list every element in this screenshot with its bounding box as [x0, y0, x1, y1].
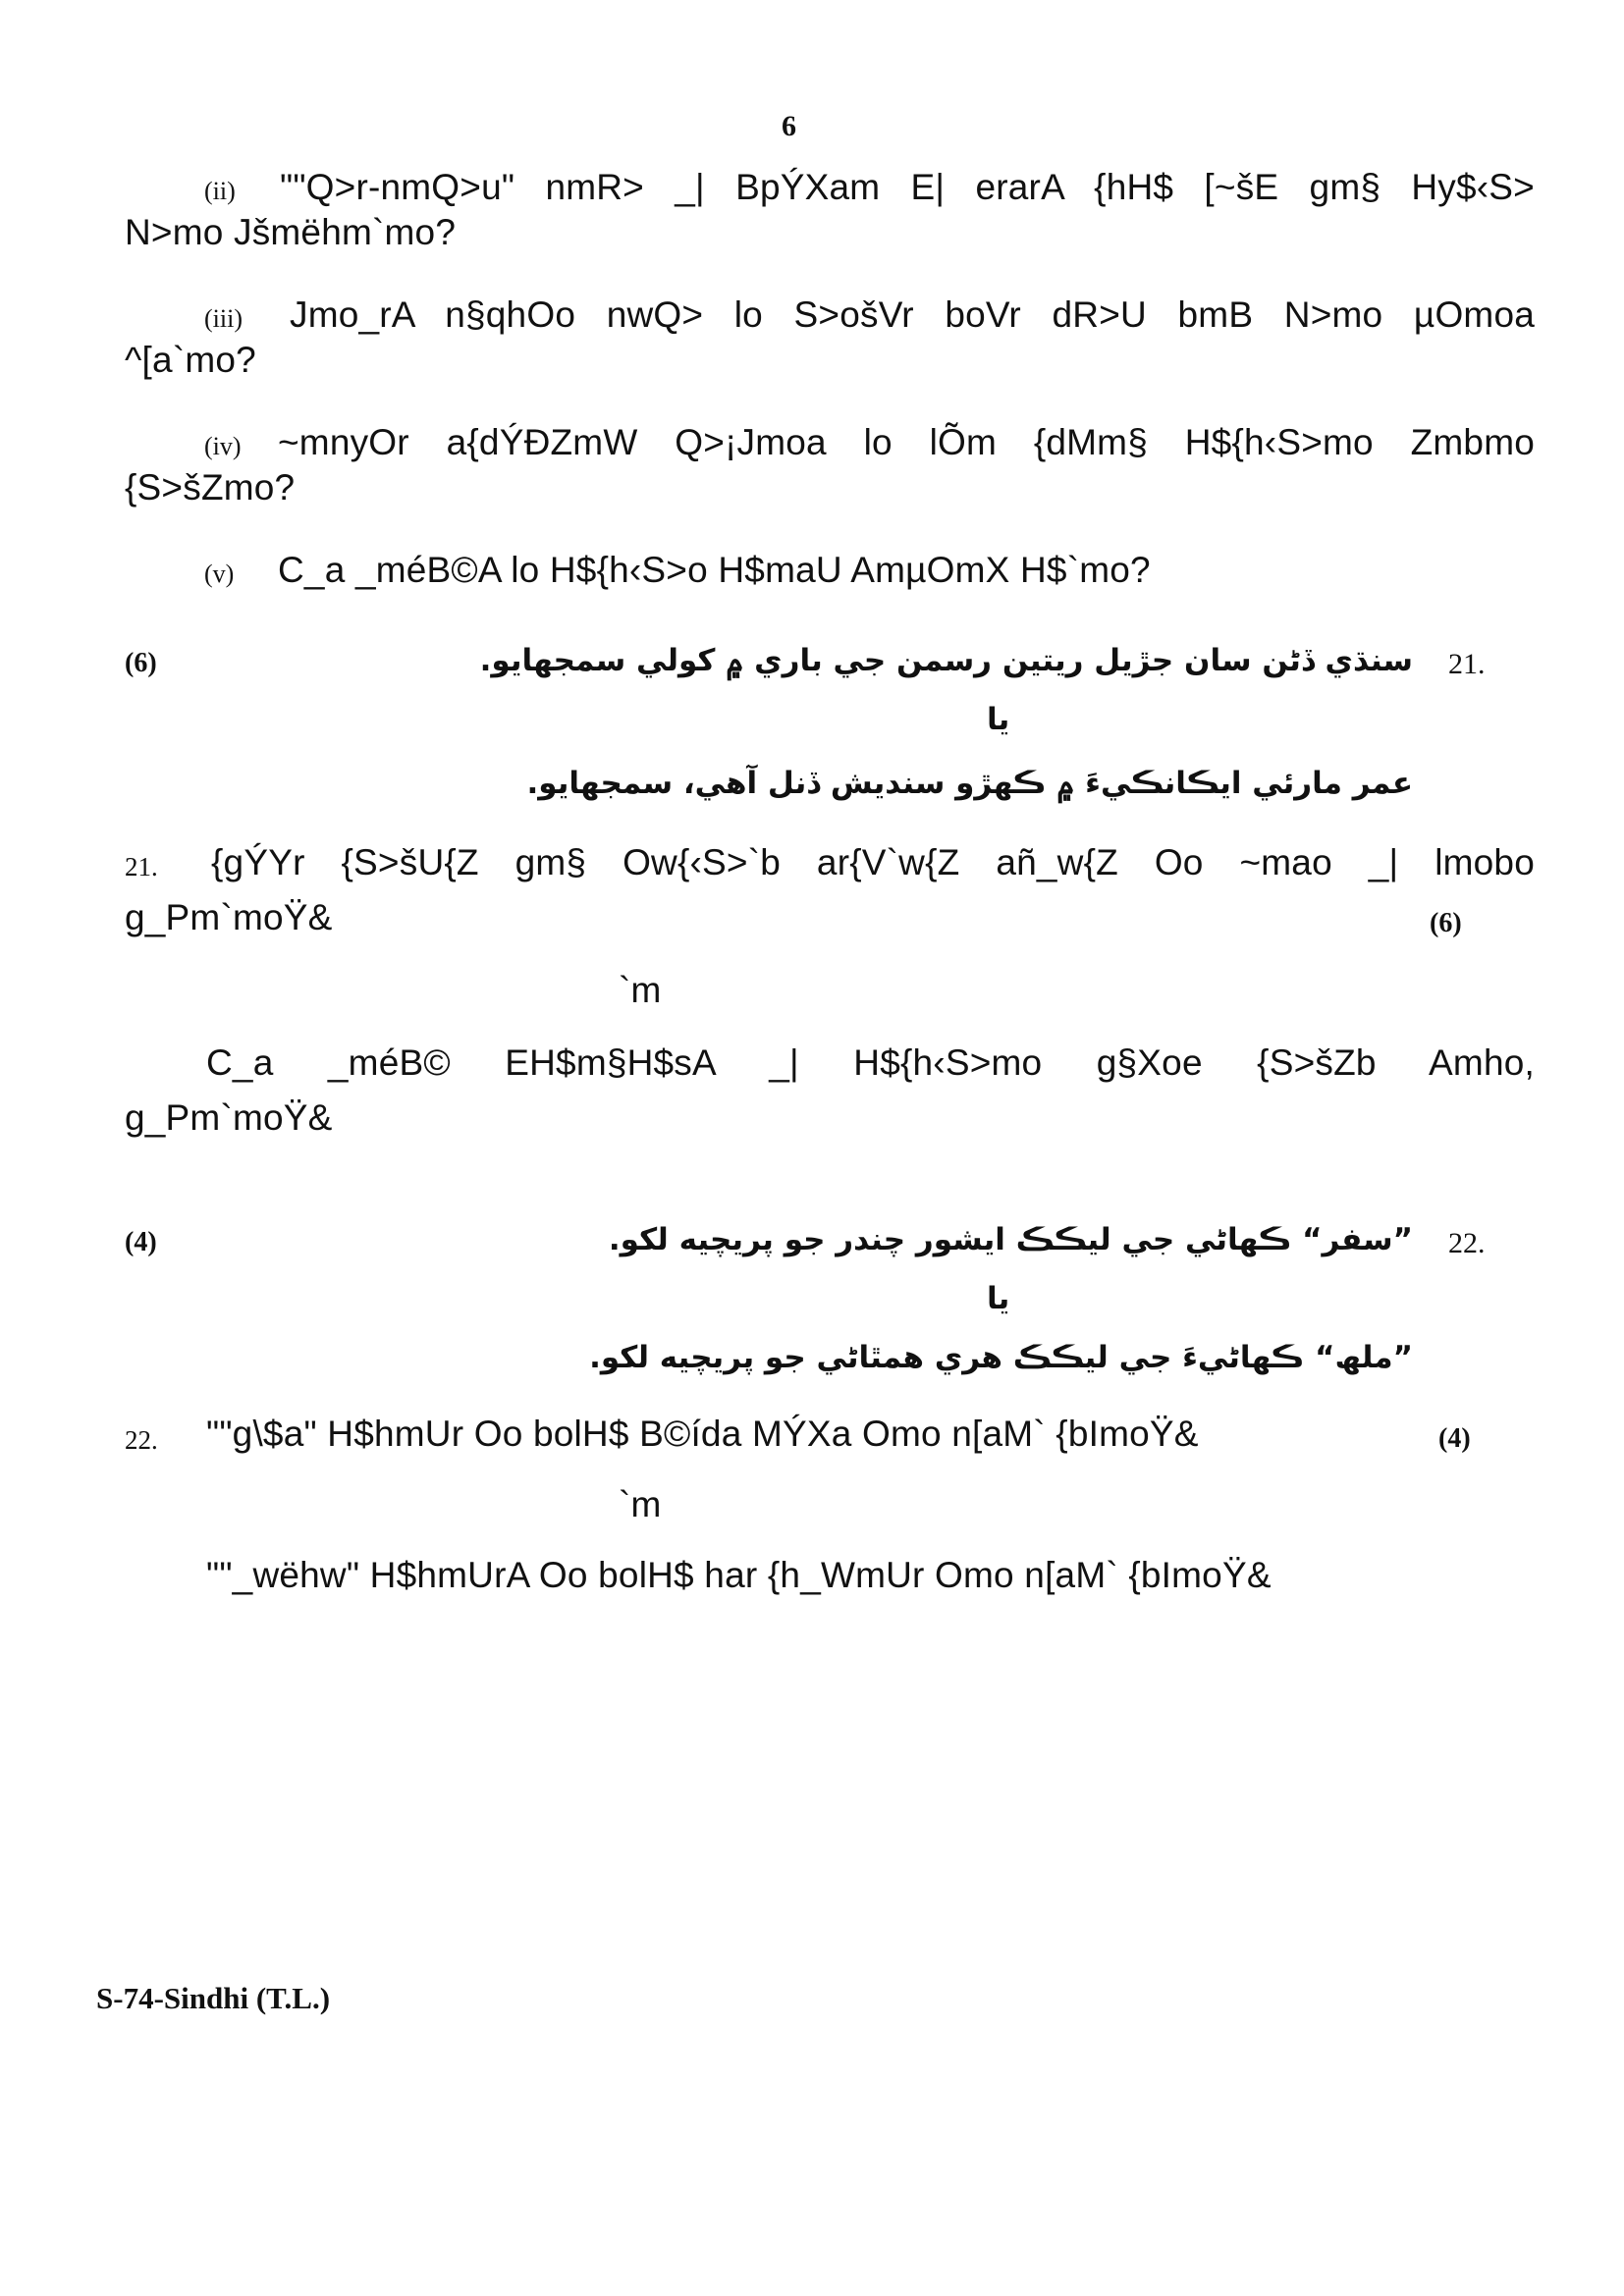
q21-translit-line2: g_Pm`moŸ& [125, 897, 333, 937]
q22-translit-line1: ""g\$a" H$hmUr Oo bolH$ B©ída MÝXa Omo n[aM` {bImoŸ& [206, 1414, 1199, 1454]
q22-marks-right: (4) [1438, 1423, 1471, 1454]
q22-number: 22. [125, 1425, 158, 1455]
q21-marks-left: (6) [125, 648, 157, 678]
q21-translit-line1: {gÝYr {S>šU{Z gm§ Ow{‹S>`b ar{V`w{Z añ_w{Z Oo ~mao _| lmobo [211, 842, 1535, 882]
q21-arabic-or: يا [987, 702, 1010, 737]
subquestion-label-ii: (ii) [204, 177, 236, 205]
subquestion-iii-line2: ^[a`mo? [125, 340, 256, 380]
q21-translit-alt-line1: C_a _méB© EH$m§H$sA _| H${h‹S>mo g§Xoe {S>šZb Amho, [206, 1042, 1535, 1083]
q22-arabic-number: 22. [1448, 1227, 1486, 1259]
q21-number: 21. [125, 852, 158, 881]
q22-translit-alt-line1: ""_wëhw" H$hmUrA Oo bolH$ har {h_WmUr Omo n[aM` {bImoŸ& [206, 1555, 1272, 1595]
q22-marks-left: (4) [125, 1227, 157, 1257]
subquestion-iv-line2: {S>šZmo? [125, 467, 296, 507]
q21-arabic-alternative: عمر مارئي ايڪانڪيءَ ۾ ڪهڙو سنديش ڏنل آهي، سمجهايو. [526, 766, 1413, 801]
subquestion-label-iii: (iii) [204, 304, 243, 333]
subquestion-iv-line1: ~mnyOr a{dÝÐZmW Q>¡Jmoa lo lÕm {dMm§ H${h‹S>mo Zmbmo [278, 422, 1535, 462]
q22-arabic-question: ”سفر“ ڪهاڻي جي ليڪڪ ايشور چندر جو پريچيه لکو. [608, 1222, 1413, 1257]
subquestion-iii-line1: Jmo_rA n§qhOo nwQ> lo S>ošVr boVr dR>U bmB N>mo µOmoa [290, 294, 1535, 335]
q21-arabic-question: سنڌي ڏڻن سان جڙيل ريتين رسمن جي باري ۾ کولي سمجهايو. [479, 643, 1413, 678]
paper-code-footer: S-74-Sindhi (T.L.) [96, 1981, 331, 2015]
q22-arabic-or: يا [987, 1281, 1010, 1316]
subquestion-v-line1: C_a _méB©A lo H${h‹S>o H$maU AmµOmX H$`mo? [278, 550, 1151, 590]
q21-arabic-number: 21. [1448, 648, 1486, 680]
q21-translit-alt-line2: g_Pm`moŸ& [125, 1097, 333, 1138]
page-number: 6 [782, 110, 796, 142]
q22-arabic-alternative: ”ملھ“ ڪهاڻيءَ جي ليڪڪ هري همٿاڻي جو پريچيه لکو. [589, 1340, 1413, 1375]
subquestion-ii-line1: ""Q>r-nmQ>u" nmR> _| BpÝXam E| erarA {hH$ [~šE gm§ Hy$‹S> [280, 167, 1535, 207]
q22-translit-or: `m [619, 1484, 662, 1524]
subquestion-label-iv: (iv) [204, 432, 242, 460]
subquestion-ii-line2: N>mo Jšmëhm`mo? [125, 212, 457, 252]
subquestion-label-v: (v) [204, 560, 235, 588]
q21-translit-or: `m [619, 970, 662, 1010]
q21-marks-right: (6) [1430, 908, 1462, 938]
